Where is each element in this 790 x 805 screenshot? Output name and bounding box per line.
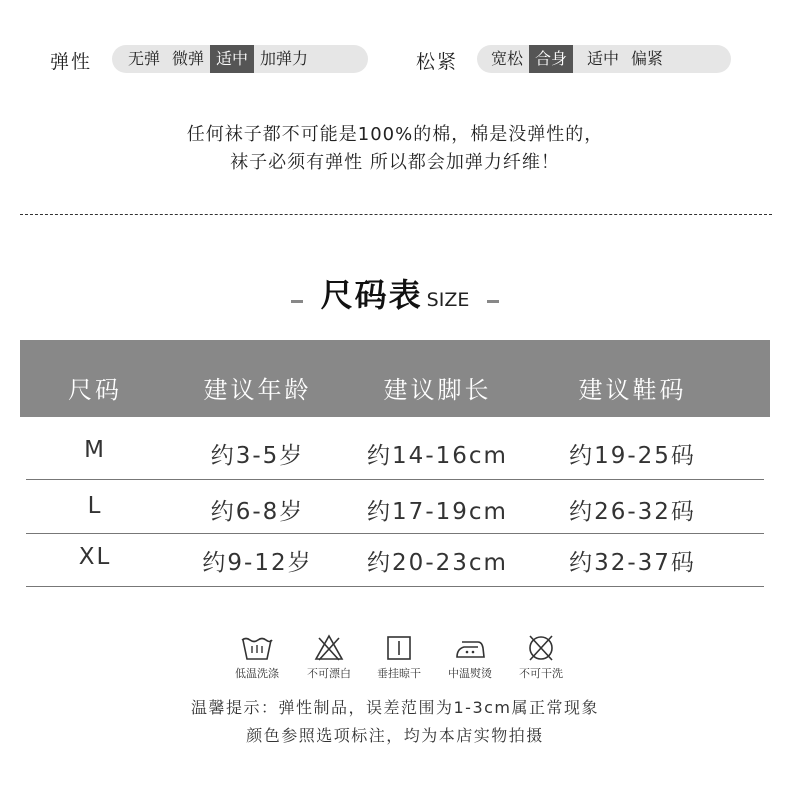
- cell-age: 约3-5岁: [210, 443, 305, 469]
- cotton-note-line2: 袜子必须有弹性 所以都会加弹力纤维！: [230, 152, 560, 173]
- cell-foot-length: 约20-23cm: [367, 550, 508, 576]
- care-label: 低温洗涤: [235, 667, 279, 680]
- care-label: 不可漂白: [307, 667, 351, 680]
- divider: [20, 214, 772, 215]
- row-divider: [26, 586, 764, 587]
- care-dry-clean: [506, 634, 576, 681]
- no-bleach-icon: [314, 634, 344, 662]
- fit-option: 宽松: [491, 49, 524, 68]
- header-shoe-size: 建议鞋码: [578, 376, 687, 404]
- size-chart-subtitle: SIZE: [426, 289, 470, 311]
- elasticity-option: 微弹: [172, 49, 205, 68]
- row-divider: [26, 533, 764, 534]
- cell-shoe-size: 约32-37码: [569, 550, 696, 576]
- care-label: 垂挂晾干: [377, 667, 421, 680]
- fit-option: 偏紧: [631, 49, 664, 68]
- cell-size: M: [84, 437, 106, 463]
- title-dash-right: [487, 300, 499, 303]
- elasticity-option: 无弹: [128, 49, 161, 68]
- tips-line2: 颜色参照选项标注，均为本店实物拍摄: [246, 726, 544, 745]
- size-chart-title: [0, 270, 790, 316]
- care-bleach: [294, 634, 364, 681]
- elasticity-option-selected: 适中: [210, 45, 254, 73]
- cell-size: L: [87, 493, 103, 519]
- no-dry-clean-icon: [526, 634, 556, 662]
- tips-line1: 温馨提示：弹性制品，误差范围为1-3cm属正常现象: [190, 698, 600, 717]
- care-label: 不可干洗: [519, 667, 563, 680]
- iron-medium-icon: [454, 634, 486, 662]
- fit-label: 松紧: [416, 51, 459, 73]
- cell-age: 约9-12岁: [202, 550, 313, 576]
- size-chart-title-text: 尺码表: [320, 276, 423, 314]
- cell-foot-length: 约14-16cm: [367, 443, 508, 469]
- title-dash-left: [291, 300, 303, 303]
- tips: [0, 694, 790, 750]
- header-size: 尺码: [68, 376, 122, 404]
- fit-option: 适中: [587, 49, 620, 68]
- cotton-note: [0, 121, 790, 177]
- cotton-note-line1: 任何袜子都不可能是100%的棉，棉是没弹性的，: [186, 124, 604, 145]
- care-label: 中温熨烫: [448, 667, 492, 680]
- care-wash: [222, 634, 292, 681]
- fit-option-selected: 合身: [529, 45, 573, 73]
- cell-shoe-size: 约26-32码: [569, 499, 696, 525]
- elasticity-label: 弹性: [50, 51, 93, 73]
- cell-foot-length: 约17-19cm: [367, 499, 508, 525]
- cell-size: XL: [78, 544, 112, 570]
- size-table-header: [20, 340, 770, 417]
- cell-shoe-size: 约19-25码: [569, 443, 696, 469]
- fit-scale: [477, 45, 731, 73]
- care-dry: [364, 634, 434, 681]
- wash-tub-icon: [240, 634, 274, 662]
- cell-age: 约6-8岁: [210, 499, 305, 525]
- elasticity-option: 加弹力: [260, 49, 309, 68]
- header-age: 建议年龄: [203, 376, 312, 404]
- care-iron: [435, 634, 505, 681]
- hang-dry-icon: [385, 634, 413, 662]
- elasticity-scale: [112, 45, 368, 73]
- header-foot-length: 建议脚长: [383, 376, 492, 404]
- row-divider: [26, 479, 764, 480]
